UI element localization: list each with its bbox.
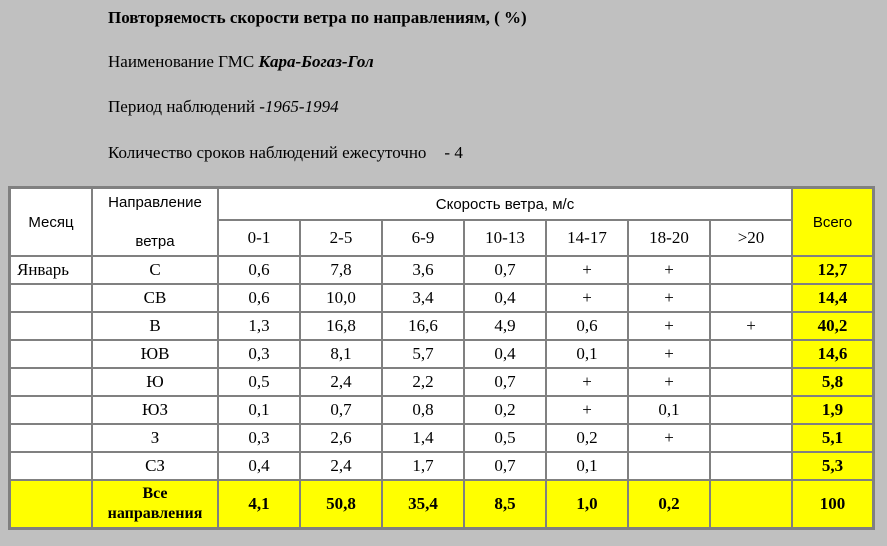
direction-header-top: Направление: [108, 194, 202, 211]
all-directions-label: [92, 480, 218, 528]
total-cell: 14,4: [792, 284, 873, 312]
value-cell: 0,1: [546, 452, 628, 480]
table-row: [10, 368, 873, 396]
speed-bin-header: 6-9: [382, 220, 464, 256]
wind-frequency-table: [8, 186, 875, 530]
all-directions-value: [710, 480, 792, 528]
value-cell: 2,4: [300, 452, 382, 480]
speed-bin-header: 10-13: [464, 220, 546, 256]
direction-header-bottom: ветра: [135, 233, 175, 250]
month-cell: [10, 452, 92, 480]
value-cell: +: [546, 256, 628, 284]
direction-cell: ЮВ: [92, 340, 218, 368]
direction-cell: В: [92, 312, 218, 340]
period-value: 1965-1994: [264, 97, 339, 116]
value-cell: +: [628, 424, 710, 452]
station-line: [108, 52, 374, 72]
value-cell: 0,6: [218, 284, 300, 312]
total-cell: 1,9: [792, 396, 873, 424]
total-cell: 14,6: [792, 340, 873, 368]
page-title: Повторяемость скорости ветра по направлениям, ( %): [108, 8, 527, 27]
total-cell: 5,3: [792, 452, 873, 480]
total-cell: 40,2: [792, 312, 873, 340]
month-cell: Январь: [10, 256, 92, 284]
total-cell: 5,8: [792, 368, 873, 396]
value-cell: 0,2: [546, 424, 628, 452]
value-cell: +: [628, 340, 710, 368]
value-cell: +: [546, 396, 628, 424]
speed-bin-header: >20: [710, 220, 792, 256]
value-cell: [710, 424, 792, 452]
total-cell: 5,1: [792, 424, 873, 452]
table-row: [10, 424, 873, 452]
month-cell: [10, 312, 92, 340]
value-cell: [710, 284, 792, 312]
table-row: [10, 340, 873, 368]
value-cell: +: [546, 368, 628, 396]
value-cell: 0,3: [218, 340, 300, 368]
all-directions-value: 0,2: [628, 480, 710, 528]
table-row: [10, 452, 873, 480]
total-header: Всего: [792, 188, 873, 256]
all-directions-value: 1,0: [546, 480, 628, 528]
value-cell: [710, 340, 792, 368]
value-cell: 0,1: [546, 340, 628, 368]
value-cell: 0,3: [218, 424, 300, 452]
value-cell: 3,4: [382, 284, 464, 312]
station-name: Кара-Богаз-Гол: [258, 52, 374, 71]
value-cell: 7,8: [300, 256, 382, 284]
value-cell: 2,4: [300, 368, 382, 396]
speed-bin-header: 0-1: [218, 220, 300, 256]
value-cell: 4,9: [464, 312, 546, 340]
period-label: Период наблюдений -: [108, 97, 265, 116]
value-cell: 10,0: [300, 284, 382, 312]
value-cell: 0,4: [218, 452, 300, 480]
all-directions-value: 8,5: [464, 480, 546, 528]
all-directions-label-line1: Все: [142, 485, 168, 502]
direction-cell: ЮЗ: [92, 396, 218, 424]
table-row: [10, 312, 873, 340]
value-cell: 0,1: [218, 396, 300, 424]
month-cell: [10, 396, 92, 424]
value-cell: 0,6: [218, 256, 300, 284]
speed-bin-header: 14-17: [546, 220, 628, 256]
value-cell: +: [546, 284, 628, 312]
value-cell: 0,7: [464, 452, 546, 480]
direction-cell: СВ: [92, 284, 218, 312]
month-header: Месяц: [10, 188, 92, 256]
value-cell: +: [628, 312, 710, 340]
speed-header: Скорость ветра, м/с: [218, 188, 792, 220]
all-directions-label-line2: направления: [107, 505, 203, 522]
value-cell: +: [710, 312, 792, 340]
observations-line: [108, 143, 463, 163]
direction-cell: З: [92, 424, 218, 452]
period-line: [108, 97, 339, 117]
all-directions-row: [10, 480, 873, 528]
all-directions-value: 4,1: [218, 480, 300, 528]
value-cell: +: [628, 256, 710, 284]
all-directions-value: 35,4: [382, 480, 464, 528]
value-cell: +: [628, 284, 710, 312]
value-cell: 2,6: [300, 424, 382, 452]
grand-total-cell: 100: [792, 480, 873, 528]
value-cell: 0,5: [218, 368, 300, 396]
value-cell: 0,8: [382, 396, 464, 424]
value-cell: 1,4: [382, 424, 464, 452]
total-cell: 12,7: [792, 256, 873, 284]
value-cell: 0,7: [300, 396, 382, 424]
month-cell: [10, 368, 92, 396]
value-cell: 0,2: [464, 396, 546, 424]
value-cell: 0,4: [464, 340, 546, 368]
value-cell: 0,6: [546, 312, 628, 340]
value-cell: 2,2: [382, 368, 464, 396]
value-cell: 0,7: [464, 368, 546, 396]
observations-value: - 4: [444, 143, 463, 162]
value-cell: 16,6: [382, 312, 464, 340]
value-cell: 8,1: [300, 340, 382, 368]
station-label: Наименование ГМС: [108, 52, 255, 71]
direction-cell: Ю: [92, 368, 218, 396]
value-cell: 16,8: [300, 312, 382, 340]
speed-bin-header: 18-20: [628, 220, 710, 256]
value-cell: +: [628, 368, 710, 396]
value-cell: 0,7: [464, 256, 546, 284]
direction-cell: СЗ: [92, 452, 218, 480]
value-cell: 1,3: [218, 312, 300, 340]
empty-month-cell: [10, 480, 92, 528]
value-cell: 5,7: [382, 340, 464, 368]
table-row: [10, 284, 873, 312]
value-cell: [710, 452, 792, 480]
value-cell: 0,1: [628, 396, 710, 424]
value-cell: 0,4: [464, 284, 546, 312]
value-cell: [710, 256, 792, 284]
speed-bin-header: 2-5: [300, 220, 382, 256]
table-row: [10, 396, 873, 424]
value-cell: 1,7: [382, 452, 464, 480]
direction-cell: С: [92, 256, 218, 284]
month-cell: [10, 284, 92, 312]
value-cell: [710, 368, 792, 396]
value-cell: 3,6: [382, 256, 464, 284]
all-directions-value: 50,8: [300, 480, 382, 528]
month-cell: [10, 340, 92, 368]
table-row: [10, 256, 873, 284]
observations-label: Количество сроков наблюдений ежесуточно: [108, 143, 427, 162]
direction-header: [92, 188, 218, 256]
month-cell: [10, 424, 92, 452]
value-cell: [628, 452, 710, 480]
value-cell: 0,5: [464, 424, 546, 452]
value-cell: [710, 396, 792, 424]
